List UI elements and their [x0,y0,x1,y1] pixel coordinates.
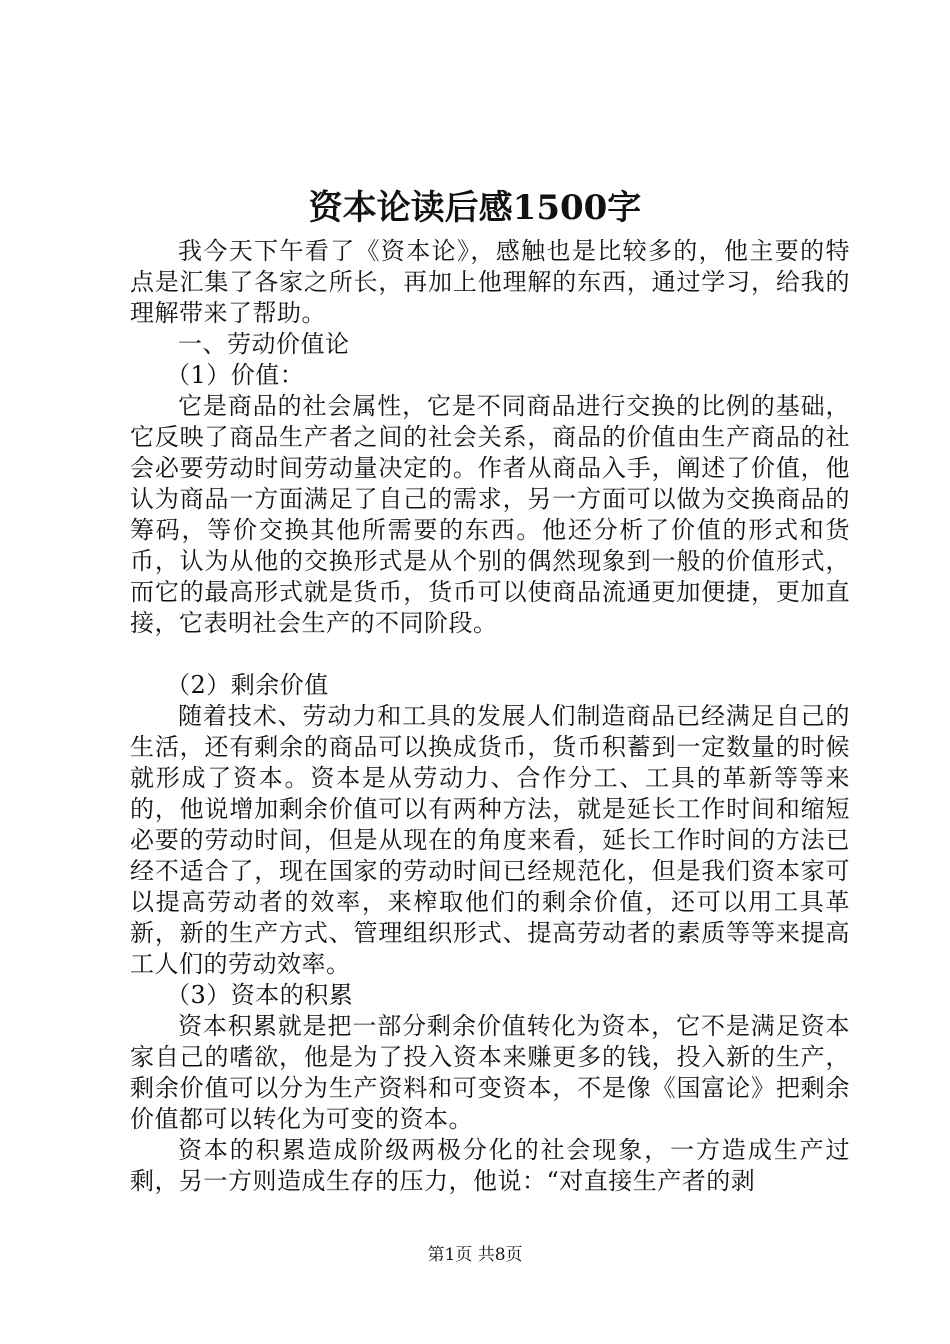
subheading-value: （1）价值： [166,361,305,389]
subheading-capital-accumulation: （3）资本的积累 [166,981,354,1009]
intro-paragraph: 我今天下午看了《资本论》，感触也是比较多的，他主要的特点是汇集了各家之所长，再加上他理解的东西，通过学习，给我的理解带来了帮助。 [130,237,850,327]
section-heading-labor-value: 一、劳动价值论 [178,330,350,358]
subheading-surplus-value: （2）剩余价值 [166,671,329,699]
paragraph-polarization: 资本的积累造成阶级两极分化的社会现象，一方造成生产过剩，另一方则造成生存的压力，他说：“对直接生产者的剥 [130,1136,850,1195]
paragraph-surplus-value: 随着技术、劳动力和工具的发展人们制造商品已经满足自己的生活，还有剩余的商品可以换成货币，货币积蓄到一定数量的时候就形成了资本。资本是从劳动力、合作分工、工具的革新等等来的，他说增加剩余价值可以有两种方法，就是延长工作时间和缩短必要的劳动时间，但是从现在的角度来看，延长工作时间的方法已经不适合了，现在国家的劳动时间已经规范化，但是我们资本家可以提高劳动者的效率，来榨取他们的剩余价值，还可以用工具革新，新的生产方式、管理组织形式、提高劳动者的素质等等来提高工人们的劳动效率。 [130,702,850,978]
page-footer: 第1页 共8页 [427,1245,523,1265]
paragraph-capital-accumulation: 资本积累就是把一部分剩余价值转化为资本，它不是满足资本家自己的嗜欲，他是为了投入资本来赚更多的钱，投入新的生产，剩余价值可以分为生产资料和可变资本，不是像《国富论》把剩余价值都可以转化为可变的资本。 [130,1012,850,1133]
document-title: 资本论读后感1500字 [308,188,642,228]
paragraph-value: 它是商品的社会属性，它是不同商品进行交换的比例的基础，它反映了商品生产者之间的社会关系，商品的价值由生产商品的社会必要劳动时间劳动量决定的。作者从商品入手，阐述了价值，他认为商品一方面满足了自己的需求，另一方面可以做为交换商品的筹码，等价交换其他所需要的东西。他还分析了价值的形式和货币，认为从他的交换形式是从个别的偶然现象到一般的价值形式，而它的最高形式就是货币，货币可以使商品流通更加便捷，更加直接，它表明社会生产的不同阶段。 [130,392,850,637]
document-body [130,236,850,1197]
